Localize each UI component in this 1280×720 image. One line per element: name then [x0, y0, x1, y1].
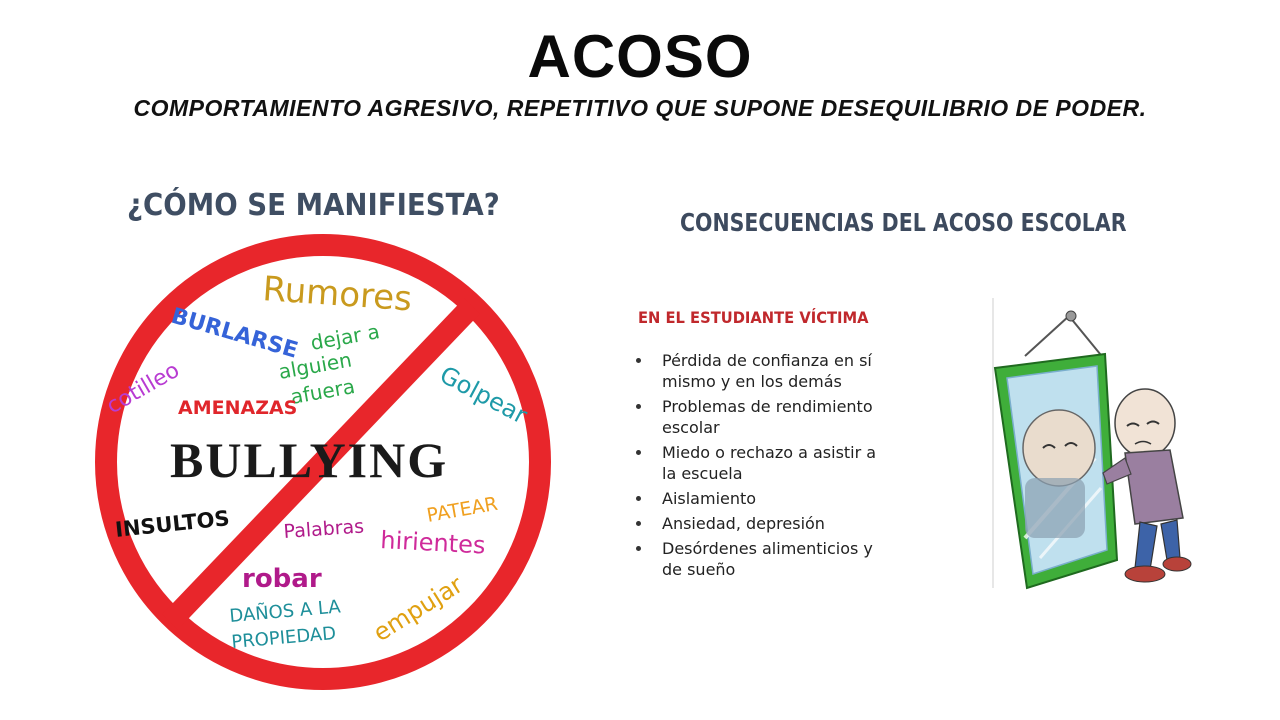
list-item: Desórdenes alimenticios y de sueño	[634, 538, 894, 580]
word-patear: PATEAR	[425, 492, 500, 527]
center-word-bullying: BULLYING	[170, 432, 449, 488]
list-item: Pérdida de confianza en sí mismo y en los demás	[634, 350, 894, 392]
victim-subheading: EN EL ESTUDIANTE VÍCTIMA	[638, 308, 869, 327]
nail-icon	[1066, 311, 1076, 321]
word-cotilleo: cotilleo	[102, 357, 184, 420]
word-danos-2: PROPIEDAD	[230, 622, 337, 653]
consequences-list	[634, 350, 894, 584]
word-rumores: Rumores	[261, 269, 414, 320]
word-burlarse: BURLARSE	[168, 303, 301, 364]
word-hirientes: hirientes	[379, 526, 487, 560]
boy-sweater	[1125, 450, 1183, 524]
list-item: Ansiedad, depresión	[634, 513, 894, 534]
sad-boy-mirror-illustration	[985, 298, 1210, 598]
word-robar: robar	[242, 564, 322, 594]
word-danos-1: DAÑOS A LA	[228, 596, 342, 627]
manifest-heading: ¿CÓMO SE MANIFIESTA?	[127, 188, 500, 223]
bullying-prohibition-sign	[90, 232, 560, 702]
slide-title: ACOSO	[527, 23, 753, 90]
word-palabras: Palabras	[282, 515, 365, 543]
word-dejar-3: afuera	[288, 374, 357, 409]
slide-subtitle: COMPORTAMIENTO AGRESIVO, REPETITIVO QUE SUPONE DESEQUILIBRIO DE PODER.	[133, 95, 1147, 121]
word-empujar: empujar	[368, 570, 468, 648]
list-item: Miedo o rechazo a asistir a la escuela	[634, 442, 894, 484]
word-dejar-1: dejar a	[308, 319, 382, 355]
word-golpear: Golpear	[435, 360, 532, 430]
list-item: Problemas de rendimiento escolar	[634, 396, 894, 438]
word-amenazas: AMENAZAS	[178, 397, 298, 419]
word-dejar-2: alguien	[276, 347, 354, 384]
list-item: Aislamiento	[634, 488, 894, 509]
word-insultos: INSULTOS	[114, 506, 231, 542]
consequences-heading: CONSECUENCIAS DEL ACOSO ESCOLAR	[680, 208, 1127, 237]
